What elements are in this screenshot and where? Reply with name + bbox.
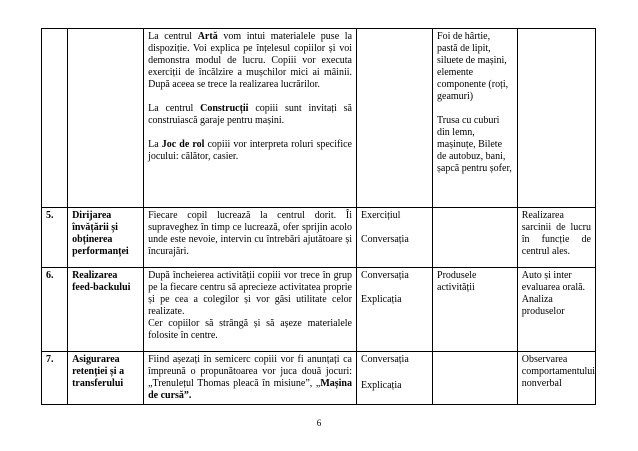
methods-cell (357, 208, 433, 268)
stage-cell: Asigurarea retenției și a transferului (68, 352, 144, 405)
materials-paragraph: Foi de hârtie, pastă de lipit, siluete de mașini, elemente componente (roți, geamuri) (437, 31, 509, 102)
stage-cell: Realizarea feed-backului (68, 268, 144, 352)
content-paragraph: Cer copiilor să strângă și să așeze materialele folosite în centre. (148, 318, 352, 341)
content-paragraph: La centrul Artă vom intui materialele puse la dispoziție. Voi explica pe înțelesul copiilor și voi demonstra modul de lucru. Copiii vor executa exerciții de încălzire a mușchilor mici ai mâinii. După aceea se trece la realizarea lucrărilor. (148, 31, 353, 90)
evaluation-cell: Realizarea sarcinii de lucru în funcție de centrul ales. (517, 208, 595, 268)
materials-paragraph: Trusa cu cuburi din lemn, mașinuțe, Bilete de autobuz, bani, șapcă pentru șofer, (437, 115, 512, 174)
content-paragraph: La Joc de rol copiii vor interpreta roluri specifice jocului: călător, casier. (148, 139, 352, 162)
table-row (42, 352, 596, 405)
content-paragraph: La centrul Construcții copiii sunt invitați să construiască garaje pentru mașini. (148, 103, 352, 126)
method-item: Conversația (361, 234, 409, 245)
method-item: Conversația (361, 354, 409, 365)
evaluation-cell (517, 29, 595, 208)
methods-cell (357, 352, 433, 405)
materials-cell: Produsele activității (433, 268, 518, 352)
methods-cell (357, 268, 433, 352)
content-cell (144, 29, 357, 208)
table-row (42, 268, 596, 352)
table-row (42, 29, 596, 208)
lesson-plan-table (41, 28, 596, 405)
step-number-cell (42, 29, 68, 208)
method-item: Exercițiul (361, 210, 401, 221)
method-item: Conversația (361, 270, 409, 281)
materials-cell (433, 208, 518, 268)
stage-cell: Dirijarea învățării și obținerea performanței (68, 208, 144, 268)
content-cell (144, 268, 357, 352)
content-paragraph: După încheierea activității copiii vor trece în grup pe la fiecare centru să aprecieze activitatea proprie și pe cea a colegilor și vor găsi utilitate celor realizate. (148, 270, 352, 317)
materials-cell (433, 352, 518, 405)
evaluation-cell: Auto și inter evaluarea orală. Analiza produselor (517, 268, 595, 352)
methods-cell (357, 29, 433, 208)
content-cell: Fiind așezați în semicerc copiii vor fi anunțați ca împreună o propunătoarea vor juca două jocuri: „Trenulețul Thomas pleacă în misiune”, „Mașina de cursă”. (144, 352, 357, 405)
table-row (42, 208, 596, 268)
step-number-cell: 6. (42, 268, 68, 352)
method-item: Explicația (361, 294, 402, 305)
step-number-cell: 7. (42, 352, 68, 405)
step-number-cell: 5. (42, 208, 68, 268)
page-number: 6 (316, 418, 322, 428)
content-cell: Fiecare copil lucrează la centrul dorit. Îi supraveghez în timp ce lucrează, ofer sprijin acolo unde este nevoie, intervin cu întrebări ajutătoare și încurajări. (144, 208, 357, 268)
materials-cell (433, 29, 518, 208)
stage-cell (68, 29, 144, 208)
method-item: Explicația (361, 380, 402, 391)
evaluation-cell: Observarea comportamentului nonverbal (517, 352, 595, 405)
